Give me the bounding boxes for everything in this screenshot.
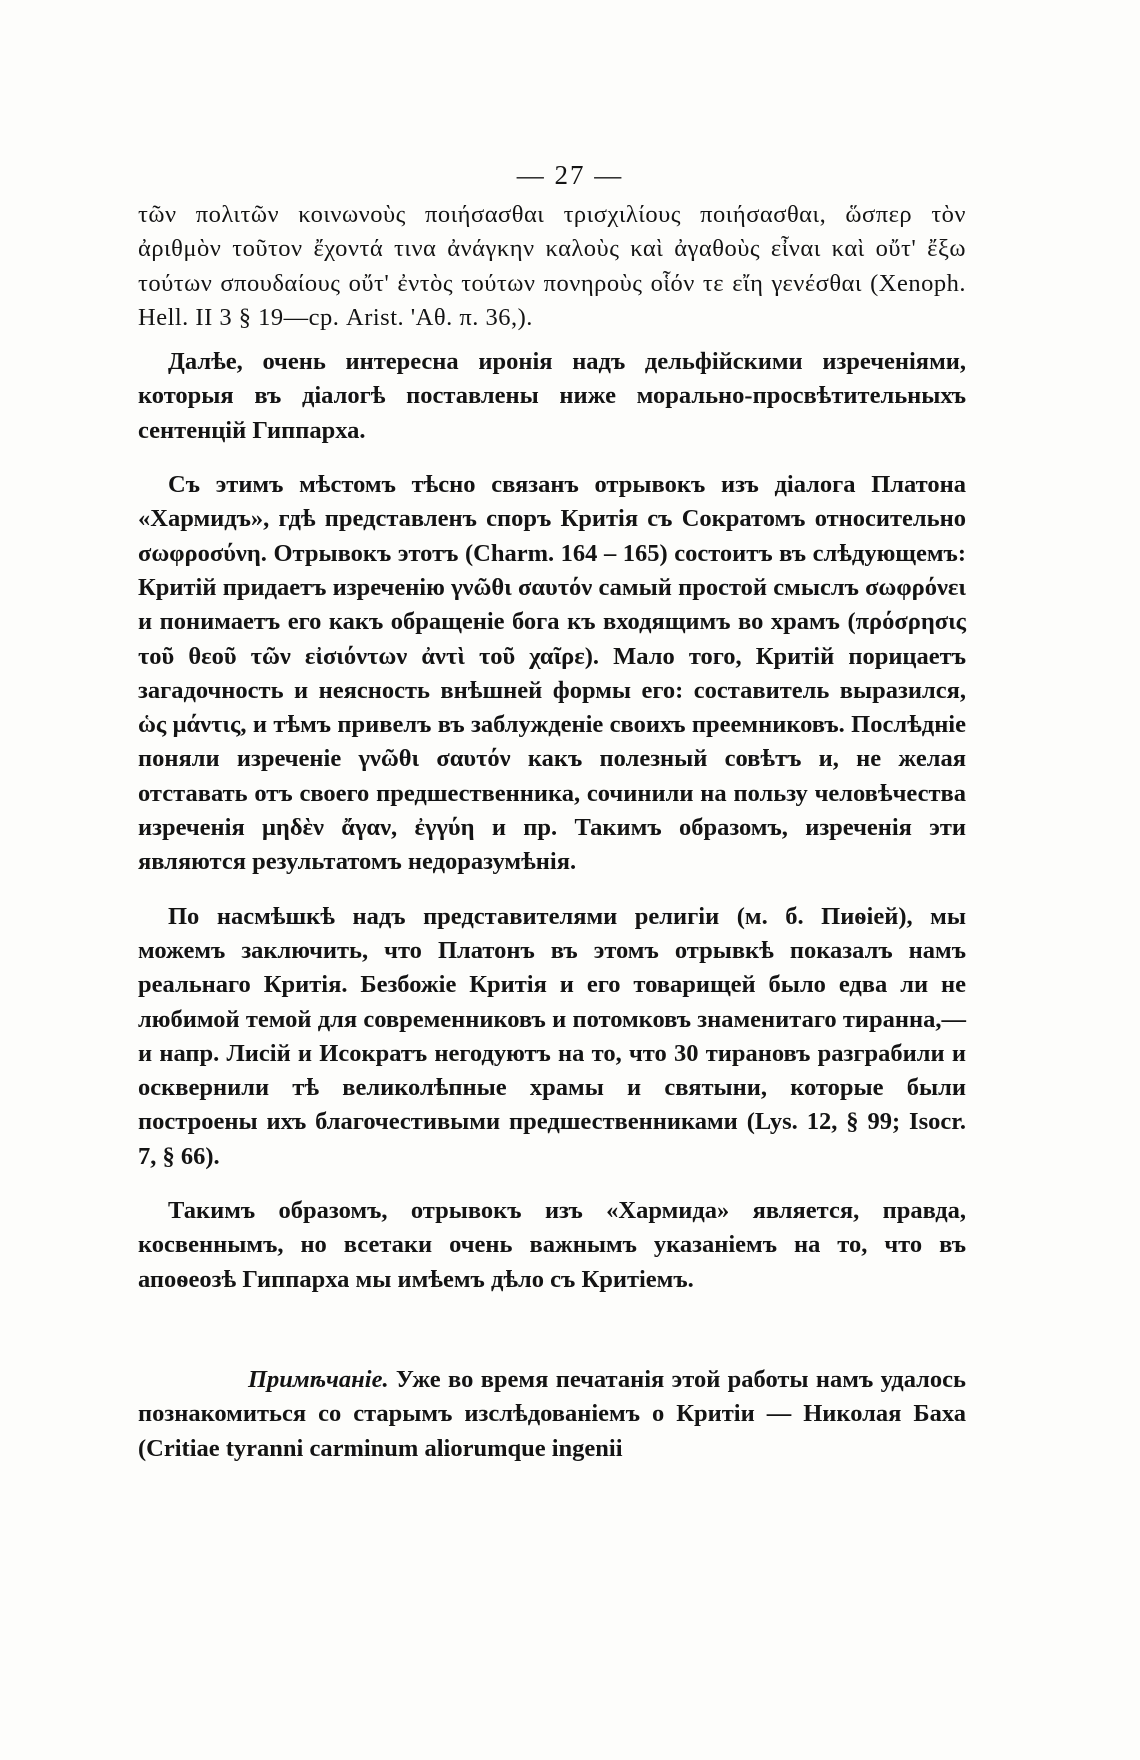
- body-text: [138, 198, 966, 1486]
- paragraph-religion: По насмѣшкѣ надъ представителями религіи (м. б. Пиѳіей), мы можемъ заключить, что Платонъ въ этомъ отрывкѣ показалъ намъ реальнаго Критія. Безбожіе Критія и его товарищей было едва ли не любимой темой для современниковъ и потомковъ знаменитаго тиранна,—и напр. Лисій и Исократъ негодуютъ на то, что 30 тирановъ разграбили и осквернили тѣ великолѣпные храмы и святыни, которые были построены ихъ благочестивыми предшественниками (Lys. 12, § 99; Isocr. 7, § 66).: [138, 902, 966, 1170]
- paragraph-conclusion: Такимъ образомъ, отрывокъ изъ «Хармида» является, правда, косвеннымъ, но всетаки очень важнымъ указаніемъ на то, что въ апоѳеозѣ Гиппарха мы имѣемъ дѣло съ Критіемъ.: [138, 1197, 966, 1293]
- note-label: Примѣчаніе.: [248, 1365, 389, 1393]
- footnote-paragraph: [138, 1363, 966, 1466]
- paragraph-charmides: Съ этимъ мѣстомъ тѣсно связанъ отрывокъ изъ діалога Платона «Хармидъ», гдѣ представленъ споръ Критія съ Сократомъ относительно σωφροσύνη. Отрывокъ этотъ (Charm. 164 – 165) состоитъ въ слѣдующемъ: Критій придаетъ изреченію γνῶθι σαυτόν самый простой смыслъ σωφρόνει и понимаетъ его какъ обращеніе бога къ входящимъ во храмъ (πρόσρησις τοῦ θεοῦ τῶν εἰσιόντων ἀντὶ τοῦ χαῖρε). Мало того, Критій порицаетъ загадочность и неясность внѣшней формы его: составитель выразился, ὡς μάντις, и тѣмъ привелъ въ заблужденіе своихъ преемниковъ. Послѣдніе поняли изреченіе γνῶθι σαυτόν какъ полезный совѣтъ и, не желая отставать отъ своего предшественника, сочинили на пользу человѣчества изреченія μηδὲν ἄγαν, ἐγγύη и пр. Такимъ образомъ, изреченія эти являются результатомъ недоразумѣнія.: [138, 471, 966, 876]
- paragraph-irony: Далѣе, очень интересна иронія надъ дельфійскими изреченіями, которыя въ діалогѣ поставлены ниже морально-просвѣтительныхъ сентенцій Гиппарха.: [138, 348, 966, 444]
- page-number: — 27 —: [516, 160, 624, 190]
- paragraph-greek-quote: τῶν πολιτῶν κοινωνοὺς ποιήσασθαι τρισχιλίους ποιήσασθαι, ὥσπερ τὸν ἀριθμὸν τοῦτον ἔχοντά τινα ἀνάγκην καλοὺς καὶ ἀγαθοὺς εἶναι καὶ οὔτ' ἔξω τούτων σπουδαίους οὔτ' ἐντὸς τούτων πονηροὺς οἷόν τε εἴη γενέσθαι (Xenoph. Hell. II 3 § 19—ср. Arist. 'Αθ. π. 36,).: [138, 201, 966, 331]
- note-text: Уже во время печатанія этой работы намъ удалось познакомиться со старымъ изслѣдованіемъ о Критіи — Николая Баха (Critiae tyranni carminum aliorumque ingenii: [138, 1365, 966, 1462]
